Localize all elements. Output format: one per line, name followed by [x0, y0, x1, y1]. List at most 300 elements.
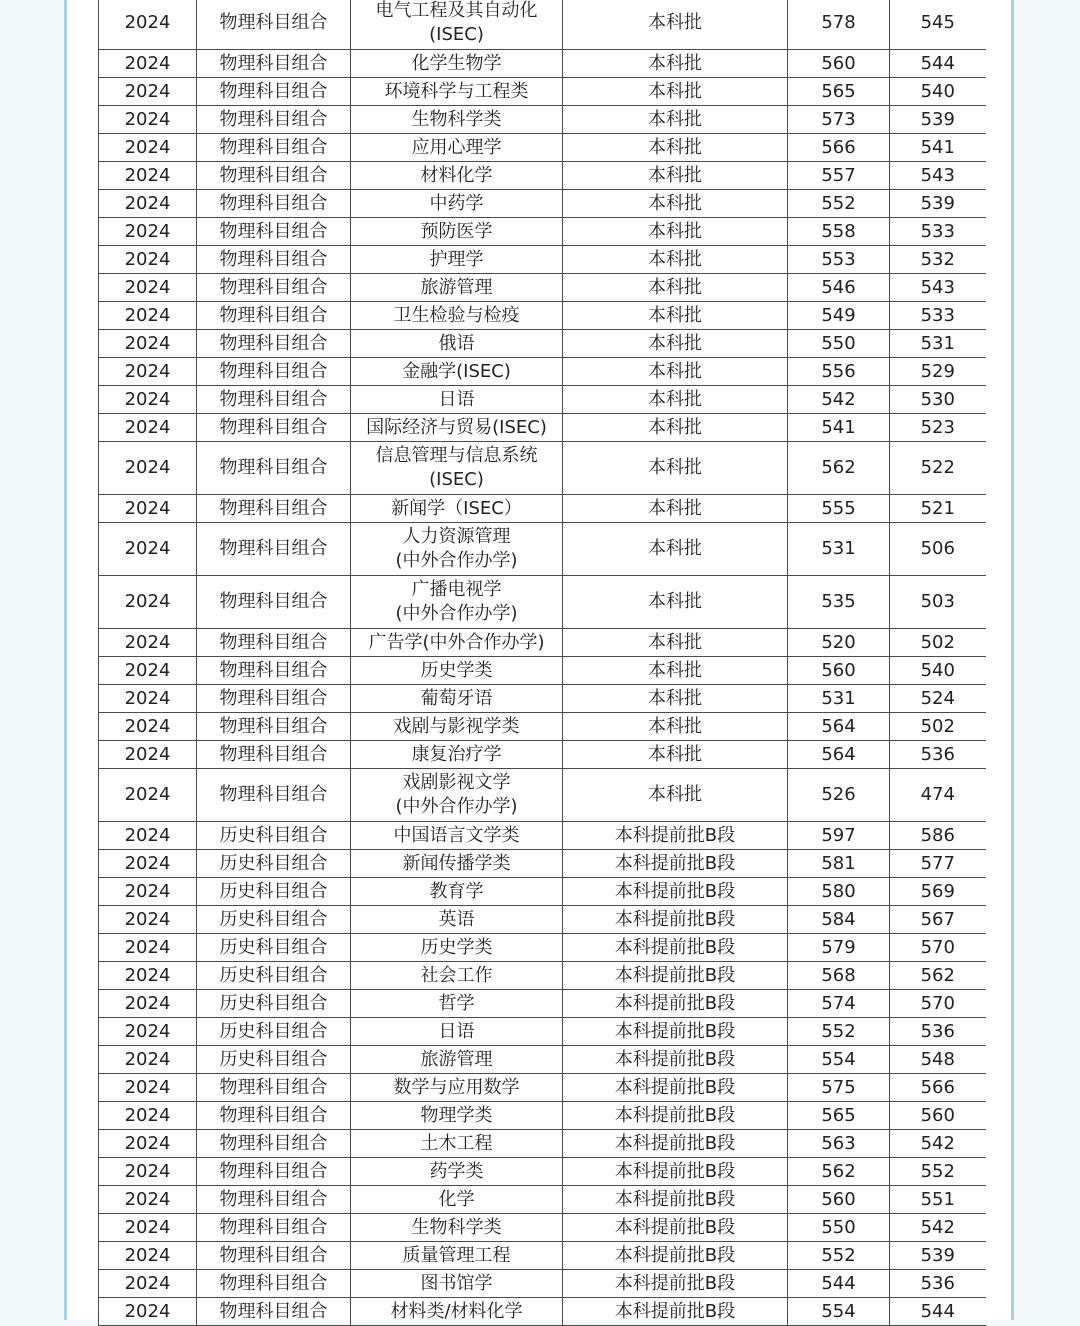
score-a-cell: 535 [788, 576, 890, 629]
major-cell [351, 741, 563, 769]
table-body [99, 0, 986, 1326]
year-cell: 2024 [99, 741, 197, 769]
score-a-cell: 584 [788, 906, 890, 934]
major-name-line: (ISEC) [429, 469, 484, 490]
table-row [99, 246, 986, 274]
batch-cell: 本科提前批B段 [563, 962, 788, 990]
table-row [99, 495, 986, 523]
year-cell: 2024 [99, 78, 197, 106]
subject-group-cell: 历史科目组合 [197, 990, 351, 1018]
subject-group-cell: 物理科目组合 [197, 629, 351, 657]
major-name-line: (ISEC) [429, 24, 484, 45]
table-row [99, 713, 986, 741]
subject-group-cell: 物理科目组合 [197, 495, 351, 523]
year-cell: 2024 [99, 358, 197, 386]
score-a-cell: 565 [788, 1102, 890, 1130]
major-name-line: 电气工程及其自动化 [375, 0, 538, 21]
score-b-cell: 551 [890, 1186, 986, 1214]
table-row [99, 962, 986, 990]
batch-cell: 本科批 [563, 50, 788, 78]
score-b-cell: 544 [890, 50, 986, 78]
table-row [99, 386, 986, 414]
major-name-line: 生物科学类 [411, 1216, 502, 1238]
major-name-line: 土木工程 [420, 1132, 493, 1154]
batch-cell: 本科提前批B段 [563, 906, 788, 934]
major-name-line: 历史学类 [420, 936, 493, 958]
subject-group-cell: 物理科目组合 [197, 218, 351, 246]
major-cell [351, 1186, 563, 1214]
major-cell [351, 906, 563, 934]
batch-cell: 本科提前批B段 [563, 1046, 788, 1074]
major-name-line: 中国语言文学类 [393, 824, 520, 846]
major-name-line: 戏剧影视文学 [402, 772, 511, 793]
score-a-cell: 554 [788, 1046, 890, 1074]
score-a-cell: 566 [788, 134, 890, 162]
score-a-cell: 554 [788, 1298, 890, 1326]
subject-group-cell: 物理科目组合 [197, 190, 351, 218]
score-b-cell: 529 [890, 358, 986, 386]
major-name-line: 中药学 [429, 192, 484, 214]
subject-group-cell: 物理科目组合 [197, 1298, 351, 1326]
year-cell: 2024 [99, 1158, 197, 1186]
score-b-cell: 562 [890, 962, 986, 990]
score-b-cell: 567 [890, 906, 986, 934]
subject-group-cell: 物理科目组合 [197, 685, 351, 713]
table-row [99, 657, 986, 685]
subject-group-cell: 物理科目组合 [197, 769, 351, 822]
table-row [99, 1158, 986, 1186]
major-cell [351, 274, 563, 302]
table-row [99, 822, 986, 850]
batch-cell: 本科提前批B段 [563, 934, 788, 962]
score-a-cell: 552 [788, 1242, 890, 1270]
table-row [99, 0, 986, 50]
subject-group-cell: 物理科目组合 [197, 1102, 351, 1130]
major-name-line: 材料类/材料化学 [390, 1300, 523, 1322]
major-name-line: 广告学(中外合作办学) [368, 631, 545, 653]
major-cell [351, 0, 563, 50]
major-cell [351, 1158, 563, 1186]
major-cell [351, 134, 563, 162]
year-cell: 2024 [99, 274, 197, 302]
score-b-cell: 532 [890, 246, 986, 274]
batch-cell: 本科批 [563, 106, 788, 134]
batch-cell: 本科批 [563, 162, 788, 190]
year-cell: 2024 [99, 1018, 197, 1046]
batch-cell: 本科提前批B段 [563, 1074, 788, 1102]
score-a-cell: 573 [788, 106, 890, 134]
major-cell [351, 246, 563, 274]
year-cell: 2024 [99, 1270, 197, 1298]
batch-cell: 本科批 [563, 576, 788, 629]
batch-cell: 本科批 [563, 78, 788, 106]
subject-group-cell: 物理科目组合 [197, 741, 351, 769]
major-name-line: 新闻传播学类 [402, 852, 511, 874]
score-b-cell: 536 [890, 1270, 986, 1298]
score-a-cell: 544 [788, 1270, 890, 1298]
subject-group-cell: 物理科目组合 [197, 1214, 351, 1242]
batch-cell: 本科批 [563, 657, 788, 685]
major-name-line: 预防医学 [420, 220, 493, 242]
major-cell [351, 1270, 563, 1298]
score-a-cell: 564 [788, 741, 890, 769]
score-b-cell: 539 [890, 1242, 986, 1270]
table-row [99, 523, 986, 576]
score-b-cell: 570 [890, 990, 986, 1018]
score-a-cell: 563 [788, 1130, 890, 1158]
major-cell [351, 713, 563, 741]
score-b-cell: 521 [890, 495, 986, 523]
score-b-cell: 502 [890, 629, 986, 657]
major-name-line: 康复治疗学 [411, 743, 502, 765]
score-b-cell: 523 [890, 414, 986, 442]
score-a-cell: 578 [788, 0, 890, 50]
major-name-line: 环境科学与工程类 [384, 80, 529, 102]
score-a-cell: 560 [788, 1186, 890, 1214]
major-cell [351, 629, 563, 657]
score-b-cell: 540 [890, 78, 986, 106]
score-b-cell: 566 [890, 1074, 986, 1102]
batch-cell: 本科批 [563, 442, 788, 495]
score-a-cell: 555 [788, 495, 890, 523]
score-a-cell: 552 [788, 190, 890, 218]
table-row [99, 330, 986, 358]
major-cell [351, 358, 563, 386]
table-row [99, 1046, 986, 1074]
score-b-cell: 540 [890, 657, 986, 685]
major-name-line: 生物科学类 [411, 108, 502, 130]
major-name-line: 日语 [438, 388, 475, 410]
year-cell: 2024 [99, 523, 197, 576]
score-a-cell: 549 [788, 302, 890, 330]
batch-cell: 本科提前批B段 [563, 850, 788, 878]
batch-cell: 本科提前批B段 [563, 822, 788, 850]
year-cell: 2024 [99, 576, 197, 629]
score-a-cell: 597 [788, 822, 890, 850]
subject-group-cell: 物理科目组合 [197, 78, 351, 106]
subject-group-cell: 历史科目组合 [197, 906, 351, 934]
subject-group-cell: 物理科目组合 [197, 1130, 351, 1158]
score-a-cell: 550 [788, 330, 890, 358]
major-name-line: 卫生检验与检疫 [393, 304, 520, 326]
year-cell: 2024 [99, 1130, 197, 1158]
year-cell: 2024 [99, 713, 197, 741]
batch-cell: 本科提前批B段 [563, 1270, 788, 1298]
score-a-cell: 556 [788, 358, 890, 386]
year-cell: 2024 [99, 629, 197, 657]
major-name-line: 新闻学（ISEC） [391, 497, 522, 519]
batch-cell: 本科批 [563, 274, 788, 302]
year-cell: 2024 [99, 302, 197, 330]
batch-cell: 本科提前批B段 [563, 1298, 788, 1326]
major-cell [351, 386, 563, 414]
table-row [99, 769, 986, 822]
major-name-line: 信息管理与信息系统 [375, 445, 538, 466]
score-a-cell: 531 [788, 523, 890, 576]
major-name-line: 英语 [438, 908, 475, 930]
score-a-cell: 564 [788, 713, 890, 741]
table-row [99, 78, 986, 106]
score-b-cell: 541 [890, 134, 986, 162]
score-b-cell: 577 [890, 850, 986, 878]
batch-cell: 本科提前批B段 [563, 878, 788, 906]
table-row [99, 1186, 986, 1214]
score-b-cell: 502 [890, 713, 986, 741]
year-cell: 2024 [99, 850, 197, 878]
subject-group-cell: 物理科目组合 [197, 106, 351, 134]
major-name-line: 数学与应用数学 [393, 1076, 520, 1098]
major-cell [351, 495, 563, 523]
score-a-cell: 579 [788, 934, 890, 962]
year-cell: 2024 [99, 218, 197, 246]
table-row [99, 442, 986, 495]
score-b-cell: 542 [890, 1214, 986, 1242]
major-name-line: (中外合作办学) [395, 603, 518, 624]
score-b-cell: 506 [890, 523, 986, 576]
year-cell: 2024 [99, 1242, 197, 1270]
table-row [99, 1102, 986, 1130]
batch-cell: 本科批 [563, 629, 788, 657]
score-a-cell: 550 [788, 1214, 890, 1242]
admission-score-table [98, 0, 986, 1326]
table-row [99, 162, 986, 190]
year-cell: 2024 [99, 990, 197, 1018]
table-row [99, 1018, 986, 1046]
major-cell [351, 1298, 563, 1326]
subject-group-cell: 物理科目组合 [197, 274, 351, 302]
major-cell [351, 1018, 563, 1046]
score-b-cell: 524 [890, 685, 986, 713]
year-cell: 2024 [99, 1074, 197, 1102]
score-b-cell: 545 [890, 0, 986, 50]
year-cell: 2024 [99, 769, 197, 822]
score-a-cell: 562 [788, 1158, 890, 1186]
year-cell: 2024 [99, 330, 197, 358]
major-name-line: 葡萄牙语 [420, 687, 493, 709]
major-name-line: 国际经济与贸易(ISEC) [366, 416, 547, 438]
table-row [99, 1298, 986, 1326]
score-a-cell: 541 [788, 414, 890, 442]
table-row [99, 990, 986, 1018]
major-cell [351, 1046, 563, 1074]
subject-group-cell: 历史科目组合 [197, 1018, 351, 1046]
batch-cell: 本科批 [563, 769, 788, 822]
major-name-line: 哲学 [438, 992, 475, 1014]
subject-group-cell: 物理科目组合 [197, 523, 351, 576]
year-cell: 2024 [99, 386, 197, 414]
table-row [99, 741, 986, 769]
score-a-cell: 546 [788, 274, 890, 302]
subject-group-cell: 历史科目组合 [197, 962, 351, 990]
subject-group-cell: 物理科目组合 [197, 134, 351, 162]
year-cell: 2024 [99, 878, 197, 906]
year-cell: 2024 [99, 822, 197, 850]
score-a-cell: 560 [788, 657, 890, 685]
year-cell: 2024 [99, 414, 197, 442]
major-cell [351, 442, 563, 495]
year-cell: 2024 [99, 50, 197, 78]
year-cell: 2024 [99, 1046, 197, 1074]
score-b-cell: 533 [890, 218, 986, 246]
table-row [99, 1130, 986, 1158]
major-cell [351, 330, 563, 358]
score-b-cell: 531 [890, 330, 986, 358]
major-cell [351, 576, 563, 629]
score-a-cell: 581 [788, 850, 890, 878]
batch-cell: 本科提前批B段 [563, 1242, 788, 1270]
score-b-cell: 560 [890, 1102, 986, 1130]
major-name-line: 材料化学 [420, 164, 493, 186]
major-cell [351, 990, 563, 1018]
subject-group-cell: 物理科目组合 [197, 302, 351, 330]
major-name-line: 药学类 [429, 1160, 484, 1182]
major-name-line: 化学 [438, 1188, 475, 1210]
score-b-cell: 530 [890, 386, 986, 414]
score-b-cell: 586 [890, 822, 986, 850]
score-a-cell: 542 [788, 386, 890, 414]
batch-cell: 本科批 [563, 246, 788, 274]
table-row [99, 934, 986, 962]
score-b-cell: 552 [890, 1158, 986, 1186]
batch-cell: 本科批 [563, 358, 788, 386]
year-cell: 2024 [99, 162, 197, 190]
major-name-line: 旅游管理 [420, 276, 493, 298]
major-name-line: (中外合作办学) [395, 796, 518, 817]
subject-group-cell: 历史科目组合 [197, 934, 351, 962]
table-row [99, 274, 986, 302]
major-cell [351, 218, 563, 246]
subject-group-cell: 物理科目组合 [197, 246, 351, 274]
subject-group-cell: 物理科目组合 [197, 1270, 351, 1298]
score-b-cell: 543 [890, 162, 986, 190]
batch-cell: 本科提前批B段 [563, 1214, 788, 1242]
table-row [99, 190, 986, 218]
subject-group-cell: 物理科目组合 [197, 1186, 351, 1214]
score-a-cell: 568 [788, 962, 890, 990]
subject-group-cell: 历史科目组合 [197, 1046, 351, 1074]
subject-group-cell: 物理科目组合 [197, 1074, 351, 1102]
table-row [99, 50, 986, 78]
major-cell [351, 106, 563, 134]
major-cell [351, 769, 563, 822]
year-cell: 2024 [99, 657, 197, 685]
major-cell [351, 1074, 563, 1102]
major-name-line: 图书馆学 [420, 1272, 493, 1294]
table-row [99, 302, 986, 330]
score-a-cell: 552 [788, 1018, 890, 1046]
score-b-cell: 570 [890, 934, 986, 962]
subject-group-cell: 物理科目组合 [197, 386, 351, 414]
batch-cell: 本科提前批B段 [563, 1018, 788, 1046]
year-cell: 2024 [99, 1186, 197, 1214]
batch-cell: 本科批 [563, 330, 788, 358]
score-b-cell: 543 [890, 274, 986, 302]
subject-group-cell: 历史科目组合 [197, 822, 351, 850]
year-cell: 2024 [99, 442, 197, 495]
major-cell [351, 934, 563, 962]
subject-group-cell: 物理科目组合 [197, 1242, 351, 1270]
batch-cell: 本科提前批B段 [563, 1158, 788, 1186]
year-cell: 2024 [99, 495, 197, 523]
major-name-line: 物理学类 [420, 1104, 493, 1126]
subject-group-cell: 历史科目组合 [197, 878, 351, 906]
subject-group-cell: 物理科目组合 [197, 50, 351, 78]
score-a-cell: 526 [788, 769, 890, 822]
major-cell [351, 657, 563, 685]
score-a-cell: 553 [788, 246, 890, 274]
year-cell: 2024 [99, 1298, 197, 1326]
batch-cell: 本科批 [563, 386, 788, 414]
subject-group-cell: 物理科目组合 [197, 1158, 351, 1186]
batch-cell: 本科提前批B段 [563, 1186, 788, 1214]
table-row [99, 850, 986, 878]
major-name-line: 应用心理学 [411, 136, 502, 158]
year-cell: 2024 [99, 685, 197, 713]
batch-cell: 本科提前批B段 [563, 1130, 788, 1158]
score-b-cell: 474 [890, 769, 986, 822]
score-a-cell: 560 [788, 50, 890, 78]
major-cell [351, 162, 563, 190]
table-row [99, 576, 986, 629]
table-row [99, 134, 986, 162]
major-cell [351, 962, 563, 990]
year-cell: 2024 [99, 106, 197, 134]
year-cell: 2024 [99, 0, 197, 50]
score-a-cell: 580 [788, 878, 890, 906]
year-cell: 2024 [99, 1214, 197, 1242]
major-cell [351, 50, 563, 78]
score-b-cell: 533 [890, 302, 986, 330]
table-row [99, 906, 986, 934]
score-a-cell: 575 [788, 1074, 890, 1102]
table-row [99, 1074, 986, 1102]
major-cell [351, 1130, 563, 1158]
score-b-cell: 522 [890, 442, 986, 495]
score-b-cell: 548 [890, 1046, 986, 1074]
major-name-line: (中外合作办学) [395, 550, 518, 571]
subject-group-cell: 物理科目组合 [197, 442, 351, 495]
major-name-line: 日语 [438, 1020, 475, 1042]
batch-cell: 本科批 [563, 741, 788, 769]
table-row [99, 1242, 986, 1270]
year-cell: 2024 [99, 962, 197, 990]
year-cell: 2024 [99, 190, 197, 218]
batch-cell: 本科批 [563, 713, 788, 741]
batch-cell: 本科批 [563, 523, 788, 576]
major-name-line: 护理学 [429, 248, 484, 270]
score-b-cell: 536 [890, 741, 986, 769]
table-row [99, 878, 986, 906]
major-cell [351, 1102, 563, 1130]
major-name-line: 质量管理工程 [402, 1244, 511, 1266]
batch-cell: 本科批 [563, 0, 788, 50]
score-a-cell: 565 [788, 78, 890, 106]
table-row [99, 414, 986, 442]
table-row [99, 106, 986, 134]
major-cell [351, 1214, 563, 1242]
score-a-cell: 557 [788, 162, 890, 190]
score-b-cell: 544 [890, 1298, 986, 1326]
major-cell [351, 414, 563, 442]
batch-cell: 本科批 [563, 190, 788, 218]
major-cell [351, 1242, 563, 1270]
batch-cell: 本科提前批B段 [563, 1102, 788, 1130]
subject-group-cell: 物理科目组合 [197, 414, 351, 442]
year-cell: 2024 [99, 906, 197, 934]
score-b-cell: 539 [890, 106, 986, 134]
batch-cell: 本科批 [563, 134, 788, 162]
major-name-line: 历史学类 [420, 659, 493, 681]
